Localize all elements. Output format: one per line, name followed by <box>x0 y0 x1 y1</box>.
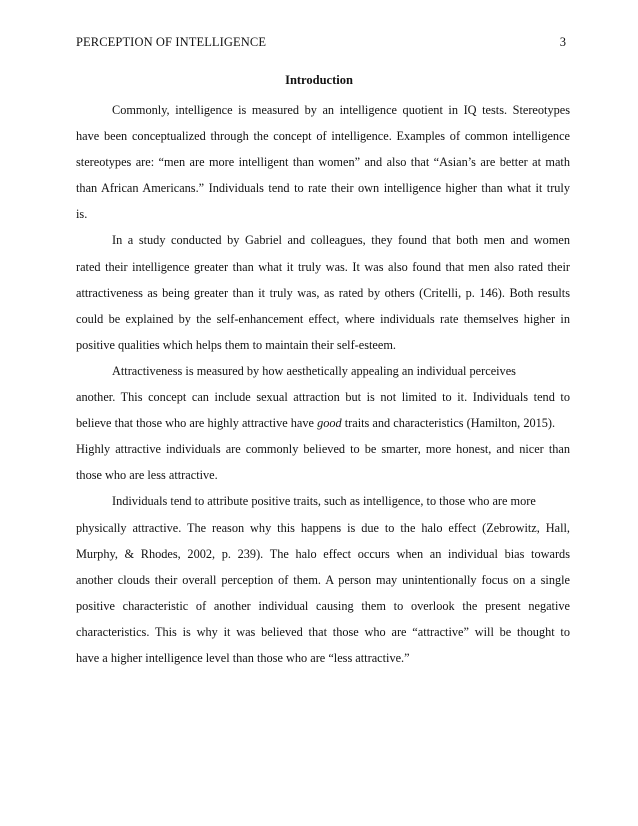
section-title: Introduction <box>285 73 353 87</box>
text-span: believe that those who are highly attractive have <box>76 416 314 431</box>
paragraph <box>76 488 570 671</box>
text-line: those who are less attractive. <box>76 468 218 483</box>
running-head: PERCEPTION OF INTELLIGENCE <box>76 35 267 49</box>
text-line: have a higher intelligence level than those who are “less attractive.” <box>76 650 410 665</box>
text-line: another clouds their overall perception of them. A person may unintentionally focus on a single <box>76 572 570 587</box>
text-line: rated their intelligence greater than what it truly was. It was also found that men also rated their <box>76 259 570 274</box>
text-line: stereotypes are: “men are more intelligent than women” and also that “Asian’s are better at math <box>76 155 570 170</box>
italic-emphasis: good <box>317 416 342 431</box>
text-line: characteristics. This is why it was believed that those who are “attractive” will be thought to <box>76 624 570 639</box>
text-line-mixed <box>76 410 570 436</box>
text-line: Attractiveness is measured by how aesthetically appealing an individual perceives <box>112 363 516 378</box>
text-span: traits and characteristics (Hamilton, 2015). <box>341 416 556 431</box>
text-line: physically attractive. The reason why this happens is due to the halo effect (Zebrowitz, Hall, <box>76 520 570 535</box>
text-line: Individuals tend to attribute positive traits, such as intelligence, to those who are more <box>112 494 536 509</box>
paragraph <box>76 227 570 357</box>
paragraph <box>76 97 570 227</box>
text-line: could be explained by the self-enhancement effect, where individuals rate themselves higher in <box>76 311 570 326</box>
body-text <box>76 97 570 671</box>
text-line: Murphy, & Rhodes, 2002, p. 239). The halo effect occurs when an individual bias towards <box>76 546 570 561</box>
text-line: than African Americans.” Individuals tend to rate their own intelligence higher than what it truly <box>76 181 570 196</box>
text-line: attractiveness as being greater than it truly was, as rated by others (Critelli, p. 146). Both results <box>76 285 570 300</box>
text-line: have been conceptualized through the concept of intelligence. Examples of common intelligence <box>76 129 570 144</box>
paragraph <box>76 358 570 488</box>
text-line: positive characteristic of another individual causing them to overlook the present negative <box>76 598 570 613</box>
text-line: another. This concept can include sexual attraction but is not limited to it. Individuals tend to <box>76 390 570 405</box>
page-number: 3 <box>559 35 566 49</box>
text-line: Commonly, intelligence is measured by an intelligence quotient in IQ tests. Stereotypes <box>112 103 570 117</box>
text-line: is. <box>76 207 88 222</box>
text-line: Highly attractive individuals are commonly believed to be smarter, more honest, and nicer than <box>76 442 570 457</box>
text-line: positive qualities which helps them to maintain their self-esteem. <box>76 337 396 352</box>
text-line: In a study conducted by Gabriel and colleagues, they found that both men and women <box>112 233 570 248</box>
